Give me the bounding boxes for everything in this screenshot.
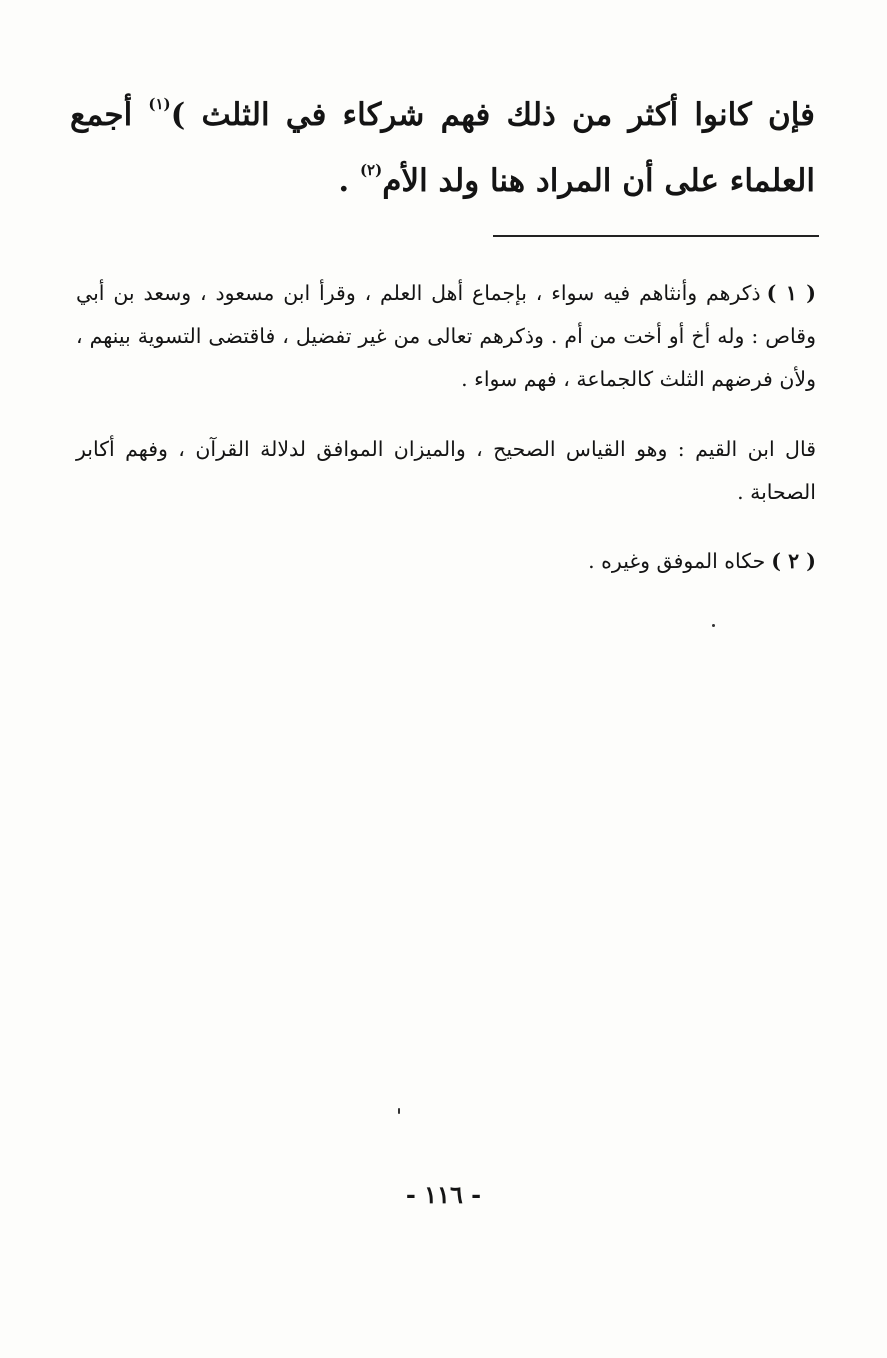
footnote-1-quote <box>76 428 816 514</box>
main-line1-tail: أجمع <box>70 97 149 133</box>
footnote-ref-2: (٢) <box>359 161 383 179</box>
footnote-1-marker: ( ١ ) <box>766 281 816 305</box>
scan-speck <box>398 1108 400 1114</box>
footnote-2-text: حكاه الموفق وغيره . <box>588 549 766 573</box>
footnote-2-marker: ( ٢ ) <box>771 549 816 573</box>
scan-speck <box>712 624 715 627</box>
main-line2-text: العلماء على أن المراد هنا ولد الأم <box>382 163 815 199</box>
footnote-2 <box>76 540 816 583</box>
page-number: - ١١٦ - <box>405 1180 482 1209</box>
main-line1-text: فإن كانوا أكثر من ذلك فهم شركاء في الثلث ) <box>170 97 815 133</box>
footnote-1-text: ذكرهم وأنثاهم فيه سواء ، بإجماع أهل العلم ، وقرأ ابن مسعود ، وسعد بن أبي وقاص : وله أخ أو أخت من أم . وذكرهم تعالى من غير تفضيل ، فاقتضى التسوية بينهم ، ولأن فرضهم الثلث كالجماعة ، فهم سواء . <box>76 281 816 391</box>
footnote-1 <box>76 272 816 401</box>
main-line2-tail: . <box>338 163 360 199</box>
footnote-1-quote-text: قال ابن القيم : وهو القياس الصحيح ، والميزان الموافق لدلالة القرآن ، وفهم أكابر الصحابة . <box>76 437 816 504</box>
footnote-divider <box>493 235 819 237</box>
main-paragraph <box>70 82 815 214</box>
footnote-ref-1: (١) <box>148 95 171 113</box>
